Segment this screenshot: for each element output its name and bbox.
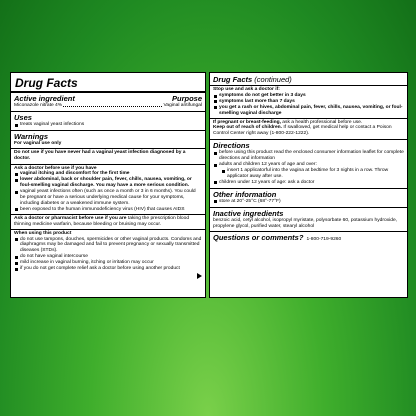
- warnings-subheading: For vaginal use only: [14, 140, 62, 146]
- list-item: symptoms last more than 7 days: [213, 99, 404, 105]
- when-using-heading: When using this product: [14, 230, 72, 236]
- inactive-ingredients-section: [210, 208, 407, 233]
- do-not-use-text: Do not use if you have never had a vaginal yeast infection diagnosed by a doctor.: [14, 149, 186, 161]
- list-item: mild increase in vaginal burning, itching or irritation may occur: [14, 260, 202, 266]
- ingredient-name: Miconazole nitrate 4%: [14, 103, 63, 108]
- directions-heading: Directions: [213, 141, 250, 151]
- list-item: children under 12 years of age: ask a doctor: [213, 180, 404, 186]
- list-item: treats vaginal yeast infections: [14, 122, 202, 128]
- uses-section: [11, 112, 205, 131]
- list-item: vaginal itching and discomfort for the first time: [14, 171, 202, 177]
- list-item: symptoms do not get better in 3 days: [213, 93, 404, 99]
- continued-label: (continued): [254, 75, 292, 84]
- list-item: you get a rash or hives, abdominal pain, fever, chills, nausea, vomiting, or foul-smelling vaginal discharge: [213, 105, 404, 117]
- ask-doctor-heading: Ask a doctor before use if you have: [14, 165, 97, 171]
- list-item: do not have vaginal intercourse: [14, 254, 202, 260]
- active-ingredient-heading: Active ingredient: [14, 94, 75, 103]
- ask-pharmacist-text: Ask a doctor or pharmacist before use if you are taking the prescription blood thinning medicine warfarin, because bleeding or bruising may occur.: [14, 215, 190, 227]
- drug-facts-continued-title: [210, 73, 407, 86]
- stop-use-section: [210, 86, 407, 140]
- warnings-heading: Warnings: [14, 131, 49, 141]
- ingredient-row: [14, 103, 202, 109]
- active-ingredient-section: [11, 93, 205, 112]
- inactive-ingredients-text: benzoic acid, cetyl alcohol, isopropyl myristate, polysorbate 60, potassium hydroxide, propylene glycol, purified water, stearyl alcohol: [213, 217, 398, 229]
- drug-facts-right-panel: [209, 72, 408, 298]
- list-item: been exposed to the human immunodeficiency virus (HIV) that causes AIDS: [14, 207, 202, 213]
- other-information-section: [210, 189, 407, 208]
- drug-facts-title: Drug Facts: [11, 73, 205, 93]
- inactive-ingredients-heading: Inactive ingredients: [213, 208, 284, 218]
- uses-heading: Uses: [14, 112, 32, 122]
- pregnancy-text: If pregnant or breast-feeding, ask a health professional before use.: [213, 119, 363, 125]
- list-item: insert 1 applicatorful into the vagina at bedtime for 3 nights in a row. Throw applicator away after use.: [221, 168, 404, 180]
- list-item: before using this product read the enclosed consumer information leaflet for complete directions and information: [213, 150, 404, 162]
- warnings-section: [11, 131, 205, 282]
- directions-section: [210, 140, 407, 188]
- dot-leader: [63, 106, 162, 107]
- children-warning-text: Keep out of reach of children. If swallowed, get medical help or contact a Poison Control Center right away (1-800-222-1222).: [213, 125, 392, 137]
- questions-heading: Questions or comments?: [213, 233, 304, 243]
- continued-title-text: Drug Facts: [213, 75, 253, 84]
- drug-facts-left-panel: [10, 72, 206, 298]
- ingredient-purpose: Vaginal antifungal: [163, 103, 202, 108]
- drug-facts-label: [10, 72, 408, 300]
- questions-phone[interactable]: 1-800-719-9260: [306, 237, 342, 243]
- continue-arrow-icon: [197, 273, 202, 279]
- list-item: if you do not get complete relief ask a doctor before using another product: [14, 266, 202, 272]
- stop-use-heading: Stop use and ask a doctor if:: [213, 87, 280, 92]
- list-item: lower abdominal, back or shoulder pain, fever, chills, nausea, vomiting, or foul-smelling vaginal discharge. You may have a more serious condition.: [14, 177, 202, 189]
- purpose-heading: Purpose: [171, 94, 202, 103]
- list-item: adults and children 12 years of age and over:: [213, 162, 404, 168]
- list-item: do not use tampons, douches, spermicides or other vaginal products. Condoms and diaphragms may be damaged and fail to prevent pregnancy or sexually transmitted diseases (STDs).: [14, 237, 202, 255]
- other-information-heading: Other information: [213, 189, 277, 199]
- list-item: store at 20°-25°C (68°-77°F): [213, 199, 404, 205]
- questions-section: [210, 232, 407, 245]
- list-item: vaginal yeast infections often (such as once a month or 3 in 6 months). You could be pregnant or have a serious underlying medical cause for your symptoms, including diabetes or a weakened immune system.: [14, 189, 202, 207]
